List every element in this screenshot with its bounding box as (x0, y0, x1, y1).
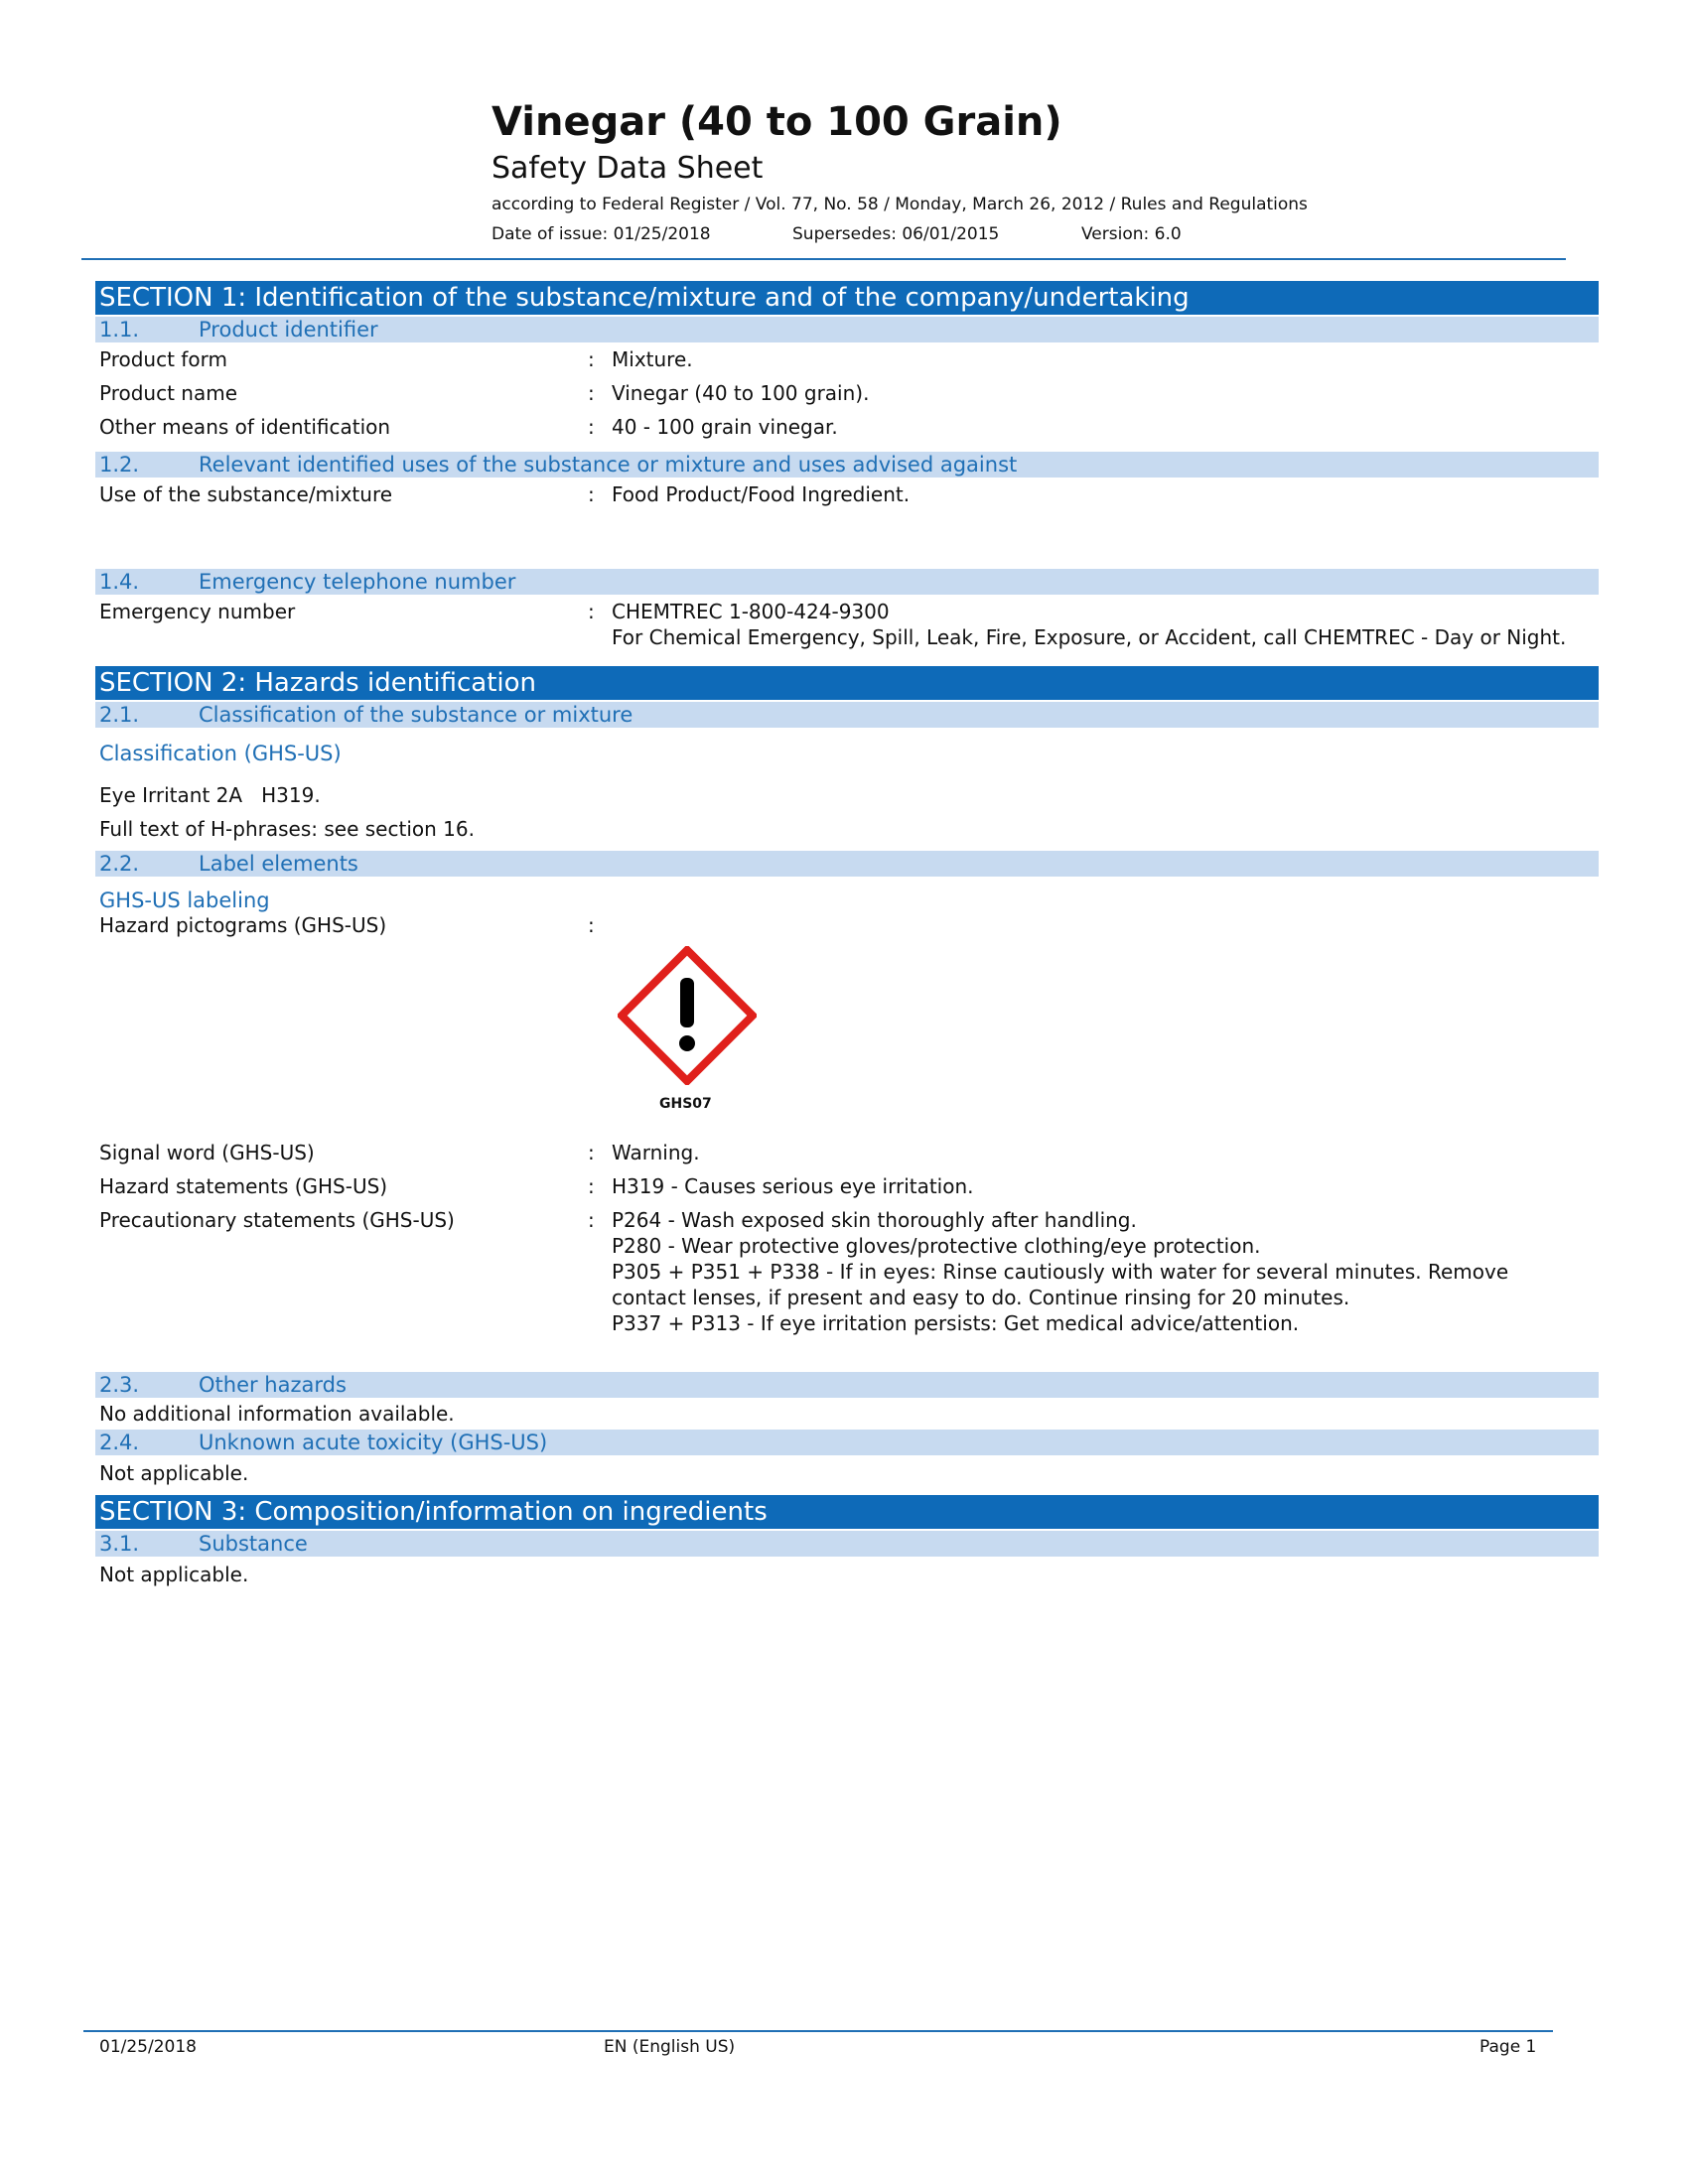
subsection-2-4-bar (95, 1430, 1599, 1455)
colon-separator: : (588, 1174, 595, 1198)
row-product-form (95, 342, 1599, 376)
subsection-title: Classification of the substance or mixture (199, 703, 633, 727)
section-1-bar: SECTION 1: Identification of the substance/mixture and of the company/undertaking (95, 281, 1599, 315)
subsection-number: 2.4. (99, 1431, 140, 1454)
supersedes: Supersedes: 06/01/2015 (792, 224, 1000, 244)
field-label: Product name (99, 381, 238, 405)
field-label: Other means of identification (99, 415, 391, 439)
footer-date: 01/25/2018 (99, 2037, 197, 2057)
document-meta (492, 222, 1286, 246)
colon-separator: : (588, 415, 595, 439)
subsection-title: Label elements (199, 852, 358, 876)
colon-separator: : (588, 482, 595, 506)
emergency-phone: CHEMTREC 1-800-424-9300 (612, 600, 890, 623)
subsection-2-3-bar (95, 1372, 1599, 1398)
document-header (492, 95, 1308, 246)
subsection-number: 3.1. (99, 1532, 140, 1556)
field-label: Hazard statements (GHS-US) (99, 1174, 388, 1198)
colon-separator: : (588, 347, 595, 371)
precaution-line: P337 + P313 - If eye irritation persists: Get medical advice/attention. (612, 1311, 1300, 1335)
subsection-3-1-bar (95, 1531, 1599, 1557)
subsection-title: Relevant identified uses of the substance or mixture and uses advised against (199, 453, 1018, 477)
row-precautionary-statements (95, 1203, 1599, 1336)
field-label: Emergency number (99, 600, 296, 623)
row-hazard-statements (95, 1169, 1599, 1203)
row-use-of-substance (95, 478, 1599, 511)
subsection-1-2-bar (95, 452, 1599, 478)
subsection-number: 2.3. (99, 1373, 140, 1397)
subsection-number: 1.2. (99, 453, 140, 477)
colon-separator: : (588, 1208, 595, 1232)
exclamation-mark-icon (618, 946, 757, 1085)
subsection-number: 2.1. (99, 703, 140, 727)
document-title: Vinegar (40 to 100 Grain) (492, 99, 1062, 145)
row-other-identification (95, 410, 1599, 444)
field-label: Product form (99, 347, 227, 371)
subsection-title: Substance (199, 1532, 308, 1556)
subsection-2-2-bar (95, 851, 1599, 877)
field-value: H319 - Causes serious eye irritation. (612, 1174, 974, 1198)
field-value (612, 595, 1599, 650)
other-hazards-text: No additional information available. (99, 1402, 455, 1426)
colon-separator: : (588, 1141, 595, 1164)
document-subtitle: Safety Data Sheet (492, 151, 764, 186)
subsection-title: Other hazards (199, 1373, 347, 1397)
field-label: Use of the substance/mixture (99, 482, 393, 506)
precaution-line: P280 - Wear protective gloves/protective clothing/eye protection. (612, 1234, 1261, 1258)
subsection-1-1-bar (95, 317, 1599, 342)
field-label: Signal word (GHS-US) (99, 1141, 315, 1164)
footer-language: EN (English US) (604, 2037, 736, 2057)
subsection-number: 2.2. (99, 852, 140, 876)
subsection-number: 1.1. (99, 318, 140, 341)
header-divider (81, 258, 1566, 260)
classification-value: Eye Irritant 2A H319. (99, 783, 321, 807)
section-3-bar: SECTION 3: Composition/information on ingredients (95, 1495, 1599, 1529)
subsection-title: Unknown acute toxicity (GHS-US) (199, 1431, 548, 1454)
regulation-reference: according to Federal Register / Vol. 77, No. 58 / Monday, March 26, 2012 / Rules and Regulations (492, 195, 1308, 214)
version: Version: 6.0 (1081, 224, 1182, 244)
labeling-heading: GHS-US labeling (99, 888, 270, 912)
subsection-1-4-bar (95, 569, 1599, 595)
ghs07-pictogram (618, 946, 1599, 1112)
colon-separator: : (588, 913, 595, 937)
field-value: Food Product/Food Ingredient. (612, 482, 911, 506)
substance-text: Not applicable. (99, 1563, 249, 1586)
footer-page-number: Page 1 (1479, 2037, 1537, 2057)
field-value: Vinegar (40 to 100 grain). (612, 381, 870, 405)
pictogram-code: GHS07 (659, 1096, 712, 1112)
precaution-line: contact lenses, if present and easy to do. Continue rinsing for 20 minutes. (612, 1286, 1350, 1309)
row-product-name (95, 376, 1599, 410)
subsection-2-1-bar (95, 702, 1599, 728)
full-text-reference: Full text of H-phrases: see section 16. (99, 817, 475, 841)
field-value: Warning. (612, 1141, 700, 1164)
footer-divider (83, 2030, 1553, 2032)
row-hazard-pictograms (95, 912, 1599, 942)
subsection-title: Emergency telephone number (199, 570, 516, 594)
date-of-issue: Date of issue: 01/25/2018 (492, 224, 711, 244)
emergency-note: For Chemical Emergency, Spill, Leak, Fire, Exposure, or Accident, call CHEMTREC - Day or Night. (612, 625, 1567, 649)
acute-toxicity-text: Not applicable. (99, 1461, 249, 1485)
classification-heading: Classification (GHS-US) (99, 742, 342, 765)
field-value (612, 1203, 1599, 1336)
field-value: 40 - 100 grain vinegar. (612, 415, 838, 439)
document-body (95, 281, 1599, 1588)
row-emergency-number (95, 595, 1599, 650)
section-2-bar: SECTION 2: Hazards identification (95, 666, 1599, 700)
field-label: Hazard pictograms (GHS-US) (99, 913, 387, 937)
colon-separator: : (588, 381, 595, 405)
precaution-line: P305 + P351 + P338 - If in eyes: Rinse cautiously with water for several minutes. Remove (612, 1260, 1509, 1284)
subsection-number: 1.4. (99, 570, 140, 594)
precaution-line: P264 - Wash exposed skin thoroughly after handling. (612, 1208, 1137, 1232)
subsection-title: Product identifier (199, 318, 378, 341)
row-signal-word (95, 1136, 1599, 1169)
field-value: Mixture. (612, 347, 693, 371)
colon-separator: : (588, 600, 595, 623)
field-label: Precautionary statements (GHS-US) (99, 1208, 455, 1232)
